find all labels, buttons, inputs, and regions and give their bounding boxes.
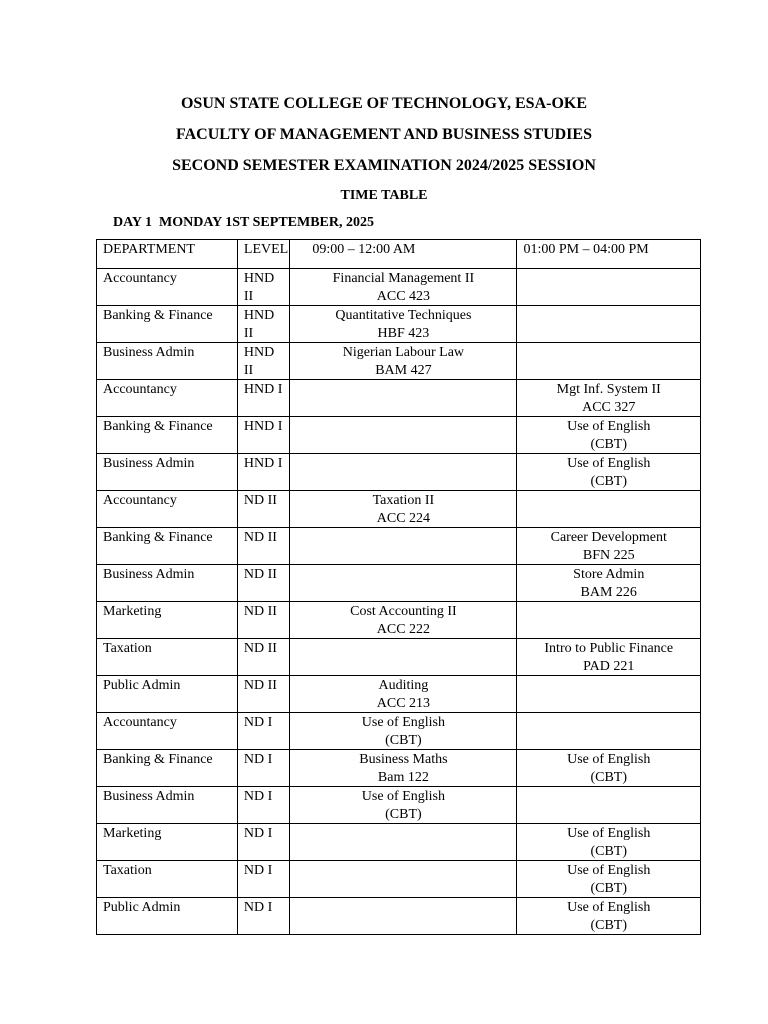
afternoon-exam-cell [517, 639, 701, 676]
level-cell: HND II [237, 306, 289, 343]
afternoon-exam-cell [517, 861, 701, 898]
morning-exam-cell [290, 639, 517, 676]
morning-exam-cell [290, 898, 517, 935]
morning-exam-cell-line: Business Maths [359, 752, 448, 767]
level-cell: ND I [237, 787, 289, 824]
afternoon-exam-cell-line: Use of English [567, 900, 651, 915]
column-header-level: LEVEL [237, 240, 289, 269]
level-cell: ND I [237, 898, 289, 935]
morning-exam-cell-line: (CBT) [385, 806, 422, 822]
afternoon-exam-cell-line: Use of English [567, 456, 651, 471]
department-cell: Accountancy [97, 491, 238, 528]
table-row [97, 639, 701, 676]
morning-exam-cell-line: ACC 224 [376, 510, 431, 526]
afternoon-exam-cell-line: (CBT) [590, 473, 628, 489]
morning-exam-cell [290, 269, 517, 306]
college-name: OSUN STATE COLLEGE OF TECHNOLOGY, ESA-OKE [180, 95, 588, 112]
table-row [97, 380, 701, 417]
table-row [97, 417, 701, 454]
afternoon-exam-cell [517, 565, 701, 602]
table-row [97, 713, 701, 750]
department-cell: Business Admin [97, 454, 238, 491]
morning-exam-cell-line: Financial Management II [332, 271, 475, 286]
department-cell: Public Admin [97, 676, 238, 713]
level-cell: HND II [237, 343, 289, 380]
level-cell: ND II [237, 676, 289, 713]
table-row [97, 269, 701, 306]
afternoon-exam-cell [517, 491, 701, 528]
afternoon-exam-cell [517, 787, 701, 824]
morning-exam-cell-line: ACC 213 [376, 695, 431, 711]
morning-exam-cell [290, 565, 517, 602]
department-cell: Taxation [97, 861, 238, 898]
day-label: DAY 1 MONDAY 1ST SEPTEMBER, 2025 [113, 215, 374, 230]
morning-exam-cell [290, 602, 517, 639]
table-row [97, 491, 701, 528]
afternoon-exam-cell-line: PAD 221 [583, 658, 635, 674]
column-header-morning: 09:00 – 12:00 AM [290, 240, 517, 269]
afternoon-exam-cell-line: Use of English [567, 752, 651, 767]
afternoon-exam-cell [517, 417, 701, 454]
afternoon-exam-cell [517, 528, 701, 565]
morning-exam-cell [290, 343, 517, 380]
table-row [97, 565, 701, 602]
level-cell: ND II [237, 565, 289, 602]
table-row [97, 824, 701, 861]
afternoon-exam-cell [517, 750, 701, 787]
timetable [96, 239, 701, 935]
table-row [97, 676, 701, 713]
column-header-department: DEPARTMENT [97, 240, 238, 269]
morning-exam-cell [290, 713, 517, 750]
morning-exam-cell-line: BAM 427 [375, 362, 432, 378]
department-cell: Banking & Finance [97, 750, 238, 787]
department-cell: Accountancy [97, 380, 238, 417]
morning-exam-cell [290, 861, 517, 898]
afternoon-exam-cell-line: Use of English [567, 863, 651, 878]
afternoon-exam-cell-line: (CBT) [590, 917, 628, 933]
afternoon-exam-cell [517, 602, 701, 639]
afternoon-exam-cell [517, 269, 701, 306]
morning-exam-cell-line: HBF 423 [377, 325, 430, 341]
level-cell: ND II [237, 491, 289, 528]
afternoon-exam-cell-line: (CBT) [590, 769, 628, 785]
department-cell: Public Admin [97, 898, 238, 935]
afternoon-exam-cell [517, 676, 701, 713]
level-cell: HND I [237, 417, 289, 454]
level-cell: ND II [237, 602, 289, 639]
morning-exam-cell [290, 528, 517, 565]
level-cell: ND I [237, 861, 289, 898]
morning-exam-cell-line: Nigerian Labour Law [342, 345, 465, 360]
morning-exam-cell-line: Taxation II [372, 493, 435, 508]
afternoon-exam-cell [517, 306, 701, 343]
morning-exam-cell [290, 454, 517, 491]
level-cell: HND I [237, 454, 289, 491]
morning-exam-cell [290, 824, 517, 861]
level-cell: ND I [237, 713, 289, 750]
doc-title: TIME TABLE [340, 188, 428, 203]
table-row [97, 343, 701, 380]
department-cell: Banking & Finance [97, 528, 238, 565]
afternoon-exam-cell [517, 380, 701, 417]
morning-exam-cell-line: Cost Accounting II [350, 604, 457, 619]
afternoon-exam-cell [517, 343, 701, 380]
level-cell: ND I [237, 824, 289, 861]
afternoon-exam-cell [517, 713, 701, 750]
morning-exam-cell-line: ACC 222 [376, 621, 431, 637]
table-row [97, 454, 701, 491]
afternoon-exam-cell-line: Career Development [550, 530, 667, 545]
table-header-row [97, 240, 701, 269]
level-cell: ND II [237, 528, 289, 565]
afternoon-exam-cell-line: Use of English [567, 419, 651, 434]
afternoon-exam-cell-line: Use of English [567, 826, 651, 841]
department-cell: Accountancy [97, 713, 238, 750]
department-cell: Banking & Finance [97, 306, 238, 343]
afternoon-exam-cell-line: BAM 226 [580, 584, 637, 600]
column-header-afternoon: 01:00 PM – 04:00 PM [517, 240, 701, 269]
level-cell: ND I [237, 750, 289, 787]
morning-exam-cell [290, 306, 517, 343]
afternoon-exam-cell-line: Store Admin [573, 567, 645, 582]
department-cell: Marketing [97, 824, 238, 861]
afternoon-exam-cell [517, 824, 701, 861]
morning-exam-cell-line: (CBT) [385, 732, 422, 748]
department-cell: Marketing [97, 602, 238, 639]
table-row [97, 787, 701, 824]
morning-exam-cell [290, 676, 517, 713]
afternoon-exam-cell-line: ACC 327 [582, 399, 636, 415]
table-row [97, 898, 701, 935]
morning-exam-cell [290, 380, 517, 417]
afternoon-exam-cell-line: (CBT) [590, 880, 628, 896]
morning-exam-cell-line: ACC 423 [376, 288, 431, 304]
faculty-name: FACULTY OF MANAGEMENT AND BUSINESS STUDIES [176, 126, 592, 143]
table-row [97, 602, 701, 639]
department-cell: Business Admin [97, 343, 238, 380]
afternoon-exam-cell-line: (CBT) [590, 843, 628, 859]
table-row [97, 750, 701, 787]
afternoon-exam-cell-line: Intro to Public Finance [544, 641, 674, 656]
morning-exam-cell-line: Use of English [361, 715, 445, 730]
morning-exam-cell [290, 787, 517, 824]
morning-exam-cell-line: Quantitative Techniques [335, 308, 472, 323]
department-cell: Banking & Finance [97, 417, 238, 454]
level-cell: ND II [237, 639, 289, 676]
afternoon-exam-cell [517, 454, 701, 491]
morning-exam-cell-line: Use of English [361, 789, 445, 804]
level-cell: HND I [237, 380, 289, 417]
afternoon-exam-cell-line: BFN 225 [582, 547, 635, 563]
morning-exam-cell-line: Bam 122 [377, 769, 429, 785]
morning-exam-cell-line: Auditing [378, 678, 429, 693]
table-row [97, 528, 701, 565]
level-cell: HND II [237, 269, 289, 306]
department-cell: Accountancy [97, 269, 238, 306]
department-cell: Business Admin [97, 565, 238, 602]
afternoon-exam-cell-line: (CBT) [590, 436, 628, 452]
department-cell: Taxation [97, 639, 238, 676]
table-row [97, 306, 701, 343]
morning-exam-cell [290, 491, 517, 528]
morning-exam-cell [290, 750, 517, 787]
afternoon-exam-cell [517, 898, 701, 935]
table-row [97, 861, 701, 898]
exam-title: SECOND SEMESTER EXAMINATION 2024/2025 SESSION [172, 157, 596, 174]
afternoon-exam-cell-line: Mgt Inf. System II [556, 382, 661, 397]
department-cell: Business Admin [97, 787, 238, 824]
morning-exam-cell [290, 417, 517, 454]
